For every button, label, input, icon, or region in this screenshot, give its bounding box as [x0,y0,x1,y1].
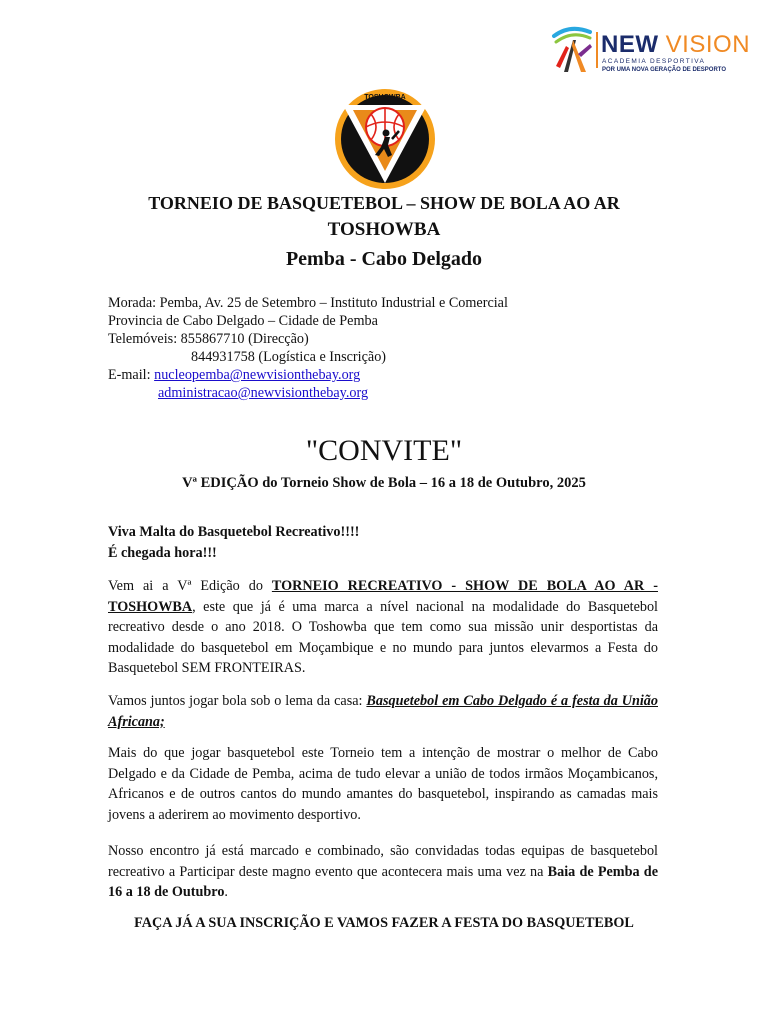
toshowba-basketball-emblem [333,87,437,191]
phone-line-direction: Telemóveis: 855867710 (Direcção) [108,331,309,347]
logo-tagline: POR UMA NOVA GERAÇÃO DE DESPORTO [602,67,727,73]
motto-emphasis: Basquetebol em Cabo Delgado é a festa da União Africana; [108,693,658,730]
email-line-2 [108,384,508,402]
province-line: Provincia de Cabo Delgado – Cidade de Pemba [108,313,378,329]
contact-block [108,294,508,402]
edition-subtitle: Vª EDIÇÃO do Torneio Show de Bola – 16 a 18 de Outubro, 2025 [182,475,586,491]
tournament-name-emphasis: TORNEIO RECREATIVO - SHOW DE BOLA AO AR - TOSHOWBA [108,578,658,615]
emblem-text: TOSHOWBA [364,94,406,101]
paragraph-intro: Vem ai a Vª Edição do TORNEIO RECREATIVO - SHOW DE BOLA AO AR - TOSHOWBA, este que já é uma marca a nível nacional na modalidade do Basquetebol recreativo desde o ano 2018. O Toshowba que tem como sua missão unir desportistas da modalidade do basquetebol em Moçambique e no mundo para juntos elevarmos a Festa do Basquetebol SEM FRONTEIRAS. [108,578,658,676]
new-vision-logo [550,26,750,76]
address-line: Morada: Pemba, Av. 25 de Setembro – Instituto Industrial e Comercial [108,295,508,311]
invite-heading: "CONVITE" [305,434,463,467]
logo-separator [596,32,598,68]
logo-subtitle: ACADEMIA DESPORTIVA [602,58,706,65]
paragraph-invitation: Nosso encontro já está marcado e combinado, são convidadas todas equipas de basquetebol recreativo a Participar deste magno evento que acontecera mais uma vez na Baia de Pemba de 16 a 18 de Outubro. [108,843,658,900]
tournament-acronym: TOSHOWBA [327,219,441,240]
paragraph-purpose: Mais do que jogar basquetebol este Torneio tem a intenção de mostrar o melhor de Cabo Delgado e da Cidade de Pemba, acima de tudo elevar a união de todos irmãos Moçambicanos, Africanos e de outros cantos do mundo amantes do basquetebol, inspirando as camadas mais jovens a aderirem ao movimento desportivo. [108,745,658,823]
email-label: E-mail: [108,367,155,383]
new-vision-runner-icon [550,26,596,74]
email-line [108,366,508,384]
email-link-nucleo[interactable]: nucleopemba@newvisionthebay.org [154,367,361,383]
logo-name: NEW VISION [601,31,751,58]
tournament-title: TORNEIO DE BASQUETEBOL – SHOW DE BOLA AO AR [148,193,620,213]
greeting [108,522,658,563]
paragraph-motto: Vamos juntos jogar bola sob o lema da casa: Basquetebol em Cabo Delgado é a festa da União Africana; [108,693,658,730]
phone-line-logistics: 844931758 (Logística e Inscrição) [191,349,387,365]
greeting-line-1: Viva Malta do Basquetebol Recreativo!!!! [108,524,360,540]
greeting-line-2: É chegada hora!!! [108,544,217,561]
tournament-location: Pemba - Cabo Delgado [285,248,483,270]
closing-call-to-action: FAÇA JÁ A SUA INSCRIÇÃO E VAMOS FAZER A FESTA DO BASQUETEBOL [134,915,634,931]
email-link-admin[interactable]: administracao@newvisionthebay.org [158,385,369,401]
venue-date-emphasis: Baia de Pemba de 16 a 18 de Outubro [108,863,658,900]
